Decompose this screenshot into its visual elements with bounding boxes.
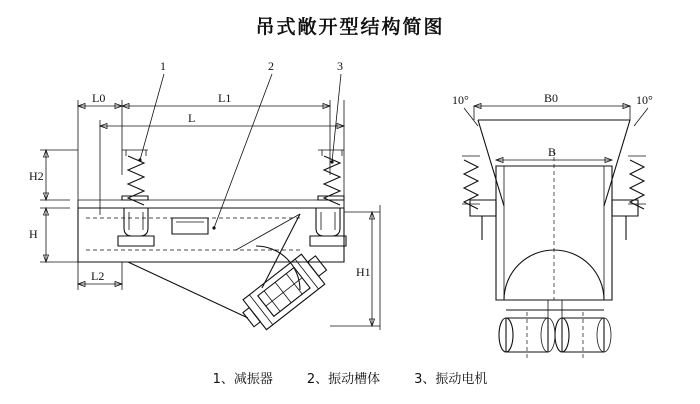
dim-L1-label: L1 [218, 91, 232, 105]
isolator-front-right [628, 156, 646, 209]
isolator-left [118, 150, 154, 246]
callout-1-label: 1 [160, 59, 166, 73]
dim-H1-label: H1 [356, 265, 371, 279]
angle-left-label: 10° [452, 93, 469, 107]
callout-2-label: 2 [268, 59, 274, 73]
vibration-motor-front-right [555, 312, 611, 358]
legend-item-2: 2、振动槽体 [306, 372, 381, 387]
callout-3-label: 3 [337, 59, 343, 73]
dim-B-label: B [548, 145, 557, 159]
vibration-motor-front-left [499, 312, 555, 358]
angle-right-label: 10° [636, 93, 653, 107]
isolator-right [310, 150, 346, 246]
side-elevation-view [29, 59, 380, 335]
legend-item-1: 1、减振器 [212, 372, 273, 387]
dim-L2-label: L2 [91, 269, 105, 283]
page-title: 吊式敞开型结构简图 [255, 16, 445, 38]
dim-H2-label: H2 [29, 169, 44, 183]
dim-H-label: H [29, 227, 38, 241]
dim-L-label: L [188, 111, 196, 125]
isolator-front-left [462, 156, 480, 209]
vibration-motor-side [237, 248, 333, 335]
dim-L0-label: L0 [92, 91, 106, 105]
legend-item-3: 3、振动电机 [414, 372, 488, 387]
dim-B0-label: B0 [544, 91, 559, 105]
legend [0, 368, 700, 387]
front-elevation-view [452, 91, 653, 358]
